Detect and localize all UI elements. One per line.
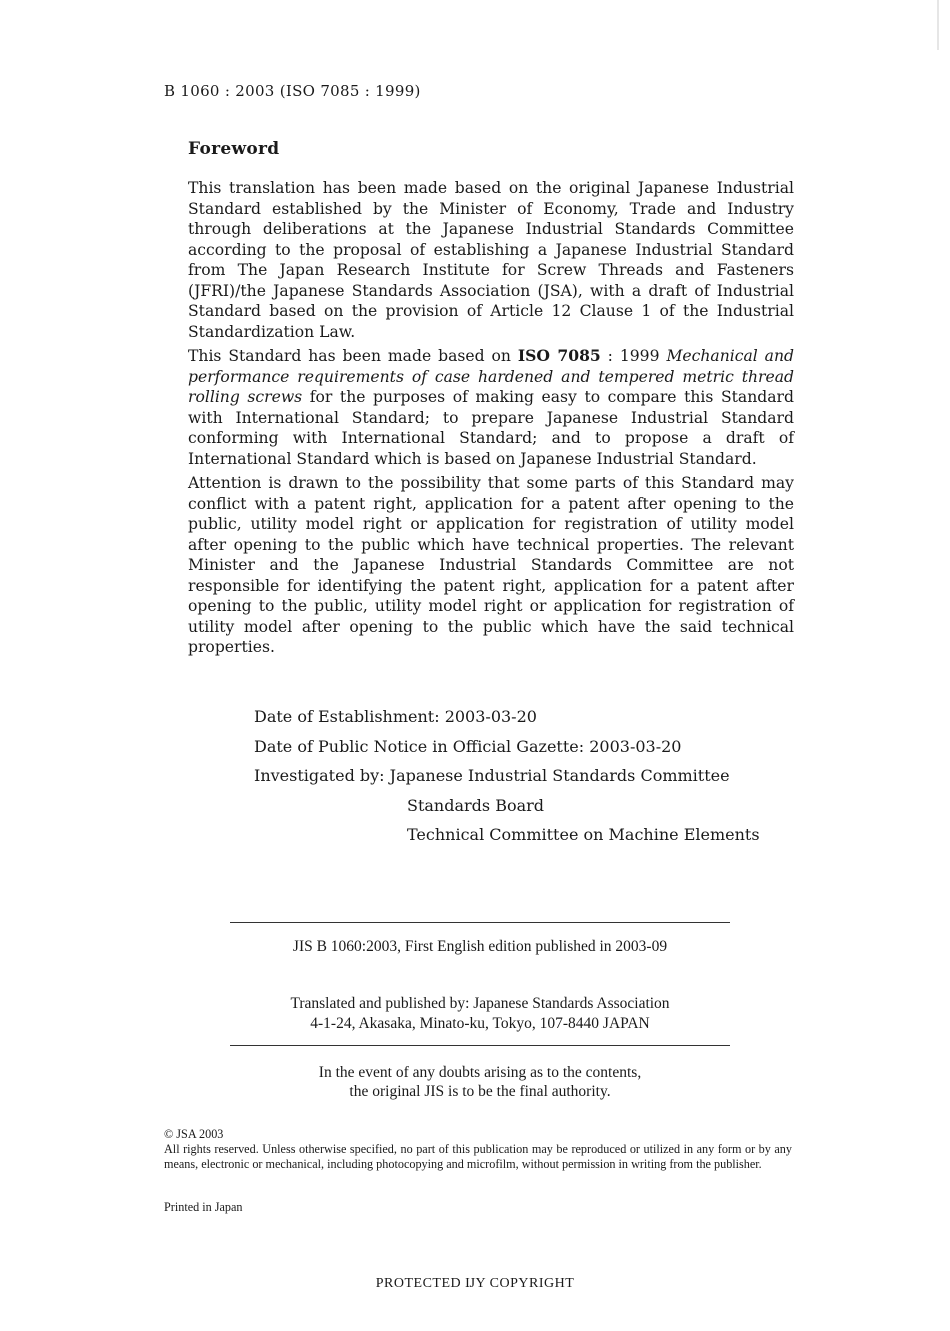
divider-bottom: [230, 1045, 730, 1046]
divider-top: [230, 922, 730, 923]
dates-block: [254, 702, 760, 850]
iso-year: : 1999: [600, 347, 667, 365]
investigated-label: Investigated by:: [254, 766, 390, 785]
foreword-paragraph-3: Attention is drawn to the possibility that some parts of this Standard may conflict with a patent right, application for a patent after opening to the public, utility model right or application for registration of utility model after opening to the public which have technical properties. The relevant Minister and the Japanese Industrial Standards Committee are not responsible for identifying the patent right, application for a patent after opening to the public, utility model right or application for registration of utility model after opening to the public which have the said technical properties.: [188, 474, 794, 656]
date-of-establishment: Date of Establishment: 2003-03-20: [254, 707, 537, 726]
rights-statement: All rights reserved. Unless otherwise specified, no part of this publication may be reproduced or utilized in any form or by any means, electronic or mechanical, including photocopying and microfilm, without permission in writing from the publisher.: [164, 1142, 792, 1171]
protection-footer: PROTECTED ĲY COPYRIGHT: [375, 1276, 575, 1291]
foreword-title: Foreword: [188, 139, 280, 159]
authority-line-1: In the event of any doubts arising as to the contents,: [318, 1064, 642, 1081]
investigated-line-1: Japanese Industrial Standards Committee: [389, 766, 730, 785]
investigated-by: [254, 761, 760, 791]
iso-title: Mechanical and performance requirements of case hardened and tempered metric thread rolling screws: [188, 347, 794, 406]
paragraph-2-rest: for the purposes of making easy to compare this Standard with International Standard; to prepare Japanese Industrial Standard conforming with International Standard; and to propose a draft of International Standard which is based on Japanese Industrial Standard.: [188, 388, 794, 468]
date-of-public-notice: Date of Public Notice in Official Gazette: 2003-03-20: [254, 736, 682, 756]
paragraph-2-lead: This Standard has been made based on: [188, 347, 518, 365]
standard-reference: B 1060 : 2003 (ISO 7085 : 1999): [164, 82, 421, 100]
foreword-paragraph-2: [188, 346, 794, 469]
copyright-notice: © JSA 2003: [164, 1127, 224, 1141]
authority-line-2: the original JIS is to be the final authority.: [349, 1083, 611, 1100]
iso-number: ISO 7085: [517, 346, 601, 365]
investigated-line-2: Standards Board: [407, 795, 545, 815]
publisher-line-1: Translated and published by: Japanese Standards Association: [290, 995, 670, 1012]
copyright-block: [164, 1127, 792, 1172]
foreword-paragraph-1: This translation has been made based on the original Japanese Industrial Standard established by the Minister of Economy, Trade and Industry through deliberations at the Japanese Industrial Standards Committee according to the proposal of establishing a Japanese Industrial Standard from The Japan Research Institute for Screw Threads and Fasteners (JFRI)/the Japanese Standards Association (JSA), with a draft of Industrial Standard based on the provision of Article 12 Clause 1 of the Industrial Standardization Law.: [188, 179, 794, 341]
publisher-line-2: 4-1-24, Akasaka, Minato-ku, Tokyo, 107-8440 JAPAN: [310, 1015, 650, 1032]
foreword-body: [188, 178, 794, 662]
investigated-line-3: Technical Committee on Machine Elements: [407, 825, 760, 844]
scan-edge-mark: [937, 0, 939, 50]
edition-info: JIS B 1060:2003, First English edition published in 2003-09: [292, 938, 668, 955]
printed-in: Printed in Japan: [164, 1200, 243, 1214]
